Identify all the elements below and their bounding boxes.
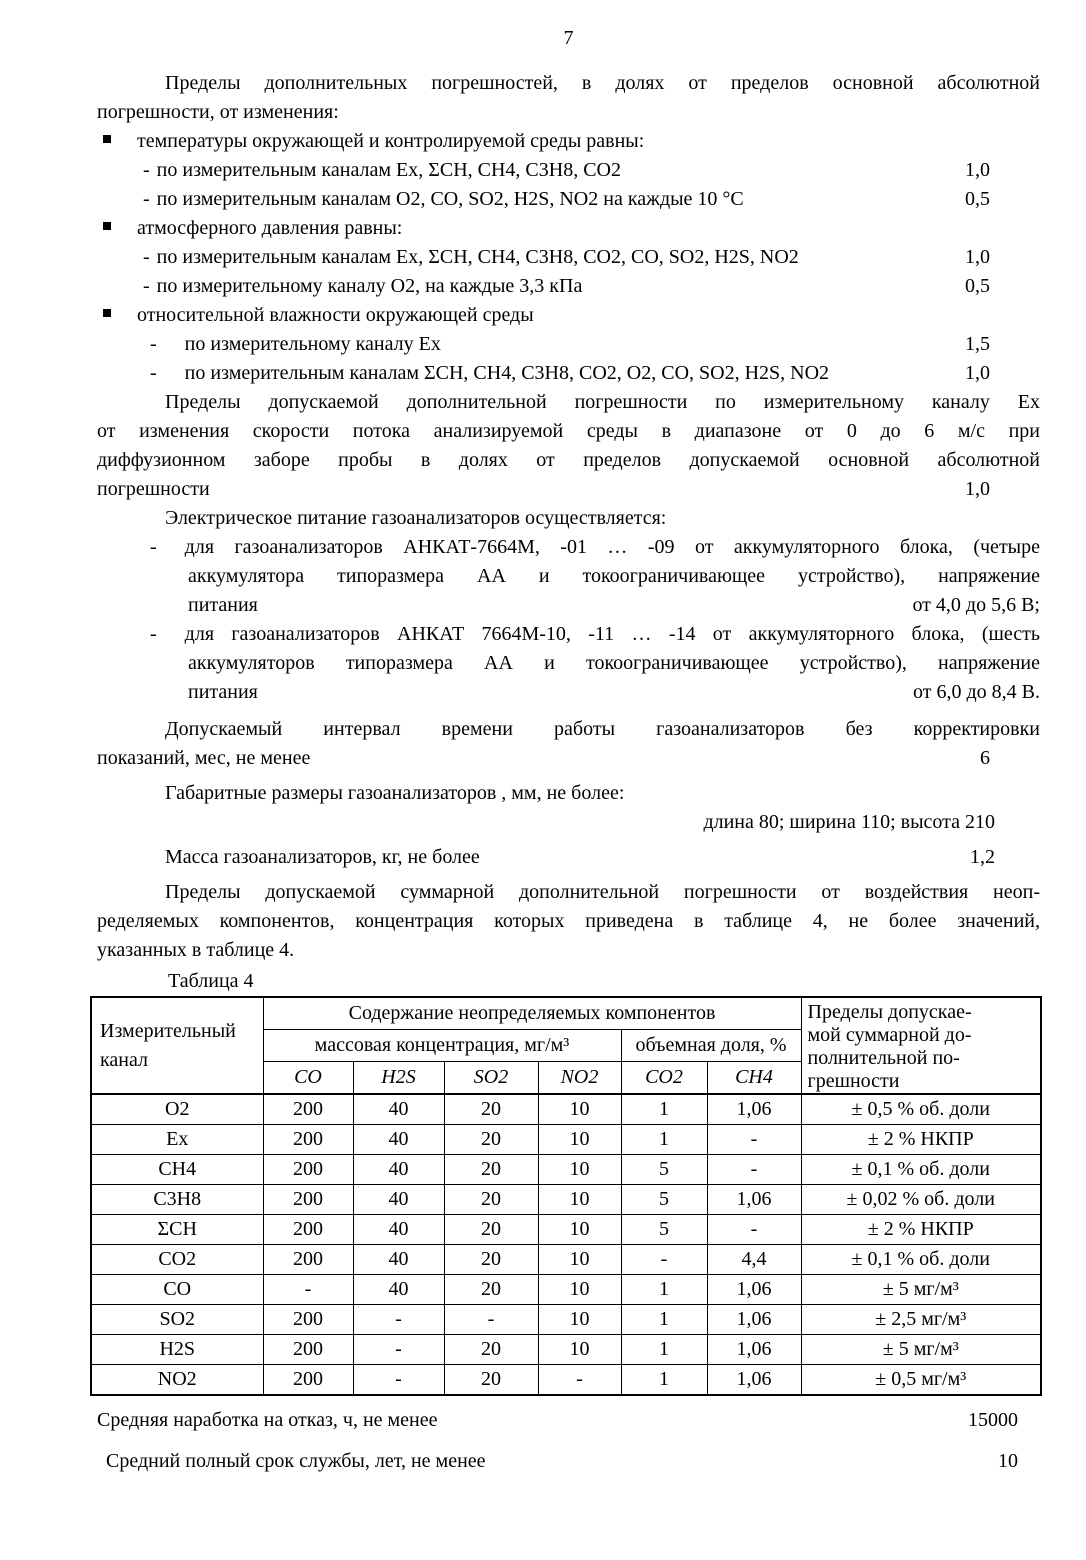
value-cell: 40 — [353, 1094, 444, 1125]
value-cell: 1 — [621, 1305, 707, 1335]
power-item-text: для газоанализаторов АНКАТ 7664М-10, -11 … -14 от аккумуляторного блока, (шесть — [184, 623, 1040, 645]
limit-cell: ± 2 % НКПР — [801, 1215, 1041, 1245]
channel-cell: H2S — [91, 1335, 263, 1365]
flow-para-line-1: Пределы допускаемой дополнительной погрешности по измерительному каналу Ex — [165, 391, 1040, 413]
value-cell: - — [353, 1365, 444, 1396]
square-bullet-icon — [103, 135, 111, 143]
channel-cell: CO — [91, 1275, 263, 1305]
spec-value: 1,0 — [965, 362, 990, 384]
value-cell: 40 — [353, 1155, 444, 1185]
limit-cell: ± 0,1 % об. доли — [801, 1155, 1041, 1185]
header-volume-group: объемная доля, % — [621, 1030, 801, 1062]
power-item-value: от 6,0 до 8,4 В. — [913, 681, 1040, 703]
value-cell: - — [353, 1305, 444, 1335]
value-cell: 40 — [353, 1245, 444, 1275]
value-cell: 1 — [621, 1125, 707, 1155]
value-cell: 4,4 — [707, 1245, 801, 1275]
intro-line-1: Пределы дополнительных погрешностей, в долях от пределов основной абсолютной — [165, 72, 1040, 94]
spec-value: 1,0 — [965, 246, 990, 268]
channel-cell: Ex — [91, 1125, 263, 1155]
flow-para-line-4 — [97, 475, 1040, 504]
value-cell: 200 — [263, 1094, 353, 1125]
table-intro-line-1: Пределы допускаемой суммарной дополнительной погрешности от воздействия неоп- — [165, 881, 1040, 903]
value-cell: 200 — [263, 1365, 353, 1396]
header-component: NO2 — [538, 1061, 621, 1094]
spec-value: 1,5 — [965, 333, 990, 355]
value-cell: 1,06 — [707, 1094, 801, 1125]
value-cell: 20 — [444, 1155, 538, 1185]
dash-marker: - — [143, 159, 150, 181]
value-cell: 200 — [263, 1215, 353, 1245]
channel-cell: CO2 — [91, 1245, 263, 1275]
header-component: SO2 — [444, 1061, 538, 1094]
channel-cell: NO2 — [91, 1365, 263, 1396]
value-cell: - — [353, 1335, 444, 1365]
value-cell: 5 — [621, 1155, 707, 1185]
mass-value: 1,2 — [970, 846, 995, 868]
header-mass-group: массовая концентрация, мг/м³ — [263, 1030, 621, 1062]
square-bullet-icon — [103, 309, 111, 317]
header-limits-line4: грешности — [807, 1070, 900, 1092]
bullet-humidity — [97, 301, 1040, 330]
intro-line-2: погрешности, от изменения: — [97, 101, 339, 123]
table-row — [91, 1155, 1041, 1185]
table-row — [91, 1365, 1041, 1396]
value-cell: 1 — [621, 1094, 707, 1125]
table-body — [91, 1094, 1041, 1395]
spec-value: 1,0 — [965, 159, 990, 181]
dash-marker: - — [150, 333, 157, 355]
lifetime-line — [97, 1447, 1040, 1476]
value-cell: - — [444, 1305, 538, 1335]
limit-cell: ± 5 мг/м³ — [801, 1335, 1041, 1365]
value-cell: 20 — [444, 1185, 538, 1215]
value-cell: 40 — [353, 1125, 444, 1155]
header-limits-line2: мой суммарной до- — [807, 1024, 972, 1046]
interval-line-2 — [97, 744, 1040, 773]
header-limits-line1: Пределы допускае- — [807, 1001, 972, 1023]
value-cell: - — [707, 1125, 801, 1155]
bullet-label: температуры окружающей и контролируемой среды равны: — [137, 130, 645, 152]
power-item-text: питания — [188, 681, 258, 703]
spec-line-press-1 — [97, 243, 1040, 272]
channel-cell: O2 — [91, 1094, 263, 1125]
flow-para-line-3: диффузионном заборе пробы в долях от пределов допускаемой основной абсолютной — [97, 449, 1040, 471]
table-row — [91, 1245, 1041, 1275]
value-cell: 1 — [621, 1335, 707, 1365]
limit-cell: ± 0,5 % об. доли — [801, 1094, 1041, 1125]
bullet-pressure — [97, 214, 1040, 243]
mtbf-value: 15000 — [968, 1409, 1018, 1431]
interval-text: показаний, мес, не менее — [97, 747, 311, 769]
table-row — [91, 1305, 1041, 1335]
dash-marker: - — [150, 623, 157, 645]
spec-line-temp-1 — [97, 156, 1040, 185]
value-cell: 1,06 — [707, 1275, 801, 1305]
table-row — [91, 1125, 1041, 1155]
interval-line-1: Допускаемый интервал времени работы газоанализаторов без корректировки — [165, 718, 1040, 740]
bullet-label: относительной влажности окружающей среды — [137, 304, 534, 326]
value-cell: - — [621, 1245, 707, 1275]
dash-marker: - — [143, 188, 150, 210]
spec-text: по измерительному каналу O2, на каждые 3,3 кПа — [156, 275, 583, 297]
lifetime-label: Средний полный срок службы, лет, не менее — [106, 1450, 486, 1472]
table-row — [91, 1094, 1041, 1125]
channel-cell: C3H8 — [91, 1185, 263, 1215]
table-intro-line-3: указанных в таблице 4. — [97, 939, 295, 961]
value-cell: 10 — [538, 1185, 621, 1215]
limit-cell: ± 2 % НКПР — [801, 1125, 1041, 1155]
header-component: H2S — [353, 1061, 444, 1094]
flow-para-text: погрешности — [97, 478, 210, 500]
limit-cell: ± 0,1 % об. доли — [801, 1245, 1041, 1275]
mtbf-label: Средняя наработка на отказ, ч, не менее — [97, 1409, 438, 1431]
spec-line-press-2 — [97, 272, 1040, 301]
value-cell: 1,06 — [707, 1305, 801, 1335]
value-cell: 200 — [263, 1305, 353, 1335]
value-cell: 10 — [538, 1335, 621, 1365]
header-component: CO2 — [621, 1061, 707, 1094]
value-cell: 10 — [538, 1305, 621, 1335]
table-4 — [90, 996, 1042, 1396]
header-content-group: Содержание неопределяемых компонентов — [263, 997, 801, 1030]
value-cell: 1,06 — [707, 1365, 801, 1396]
value-cell: 1,06 — [707, 1185, 801, 1215]
page-number: 7 — [563, 27, 574, 49]
value-cell: 20 — [444, 1215, 538, 1245]
value-cell: 5 — [621, 1185, 707, 1215]
table-header-row-1 — [91, 997, 1041, 1030]
power-item2-line3 — [97, 678, 1040, 707]
value-cell: 10 — [538, 1155, 621, 1185]
value-cell: 200 — [263, 1125, 353, 1155]
value-cell: 20 — [444, 1275, 538, 1305]
value-cell: 20 — [444, 1365, 538, 1396]
channel-cell: SO2 — [91, 1305, 263, 1335]
value-cell: 10 — [538, 1215, 621, 1245]
header-component: CO — [263, 1061, 353, 1094]
value-cell: 200 — [263, 1335, 353, 1365]
power-item2-line2: аккумуляторов типоразмера АА и токоограничивающее устройство), напряжение — [188, 652, 1040, 674]
value-cell: 10 — [538, 1094, 621, 1125]
dimensions-value: длина 80; ширина 110; высота 210 — [703, 811, 995, 833]
power-item1-line3 — [97, 591, 1040, 620]
value-cell: 40 — [353, 1215, 444, 1245]
mass-line — [97, 843, 1040, 872]
value-cell: 5 — [621, 1215, 707, 1245]
dash-marker: - — [143, 275, 150, 297]
value-cell: - — [263, 1275, 353, 1305]
value-cell: 1,06 — [707, 1335, 801, 1365]
spec-line-hum-2 — [97, 359, 1040, 388]
value-cell: 10 — [538, 1245, 621, 1275]
square-bullet-icon — [103, 222, 111, 230]
spec-text: по измерительным каналам Ex, ΣCH, CH4, C3H8, CO2, CO, SO2, H2S, NO2 — [156, 246, 799, 268]
header-component: CH4 — [707, 1061, 801, 1094]
spec-line-hum-1 — [97, 330, 1040, 359]
header-limits-line3: полнительной по- — [807, 1047, 960, 1069]
dimensions-label: Габаритные размеры газоанализаторов , мм, не более: — [165, 782, 625, 804]
lifetime-value: 10 — [998, 1450, 1018, 1472]
header-limits-cell — [801, 997, 1041, 1094]
limit-cell: ± 0,02 % об. доли — [801, 1185, 1041, 1215]
value-cell: 10 — [538, 1275, 621, 1305]
value-cell: 200 — [263, 1245, 353, 1275]
value-cell: 20 — [444, 1094, 538, 1125]
interval-value: 6 — [980, 747, 990, 769]
spec-text: по измерительным каналам ΣCH, CH4, C3H8, CO2, O2, CO, SO2, H2S, NO2 — [184, 362, 830, 384]
table-intro-line-2: ределяемых компонентов, концентрация которых приведена в таблице 4, не более значений, — [97, 910, 1040, 932]
mtbf-line — [97, 1406, 1040, 1435]
value-cell: - — [707, 1155, 801, 1185]
value-cell: 10 — [538, 1125, 621, 1155]
value-cell: 20 — [444, 1335, 538, 1365]
flow-para-line-2: от изменения скорости потока анализируемой среды в диапазоне от 0 до 6 м/с при — [97, 420, 1040, 442]
power-heading: Электрическое питание газоанализаторов осуществляется: — [165, 507, 667, 529]
channel-cell: CH4 — [91, 1155, 263, 1185]
channel-cell: ΣCH — [91, 1215, 263, 1245]
table-row — [91, 1215, 1041, 1245]
value-cell: 200 — [263, 1185, 353, 1215]
value-cell: - — [707, 1215, 801, 1245]
spec-line-temp-2 — [97, 185, 1040, 214]
value-cell: 40 — [353, 1185, 444, 1215]
flow-para-value: 1,0 — [965, 478, 990, 500]
limit-cell: ± 0,5 мг/м³ — [801, 1365, 1041, 1396]
value-cell: 1 — [621, 1365, 707, 1396]
value-cell: 200 — [263, 1155, 353, 1185]
value-cell: 1 — [621, 1275, 707, 1305]
spec-text: по измерительному каналу Ex — [184, 333, 441, 355]
bullet-label: атмосферного давления равны: — [137, 217, 403, 239]
power-item2-line1 — [97, 620, 1040, 649]
header-channel-line1: Измерительный — [100, 1019, 236, 1042]
spec-text: по измерительным каналам Ex, ΣCH, CH4, C3H8, CO2 — [156, 159, 621, 181]
value-cell: 40 — [353, 1275, 444, 1305]
power-item1-line1 — [97, 533, 1040, 562]
table-row — [91, 1275, 1041, 1305]
table-row — [91, 1185, 1041, 1215]
power-item-text: питания — [188, 594, 258, 616]
dash-marker: - — [143, 246, 150, 268]
value-cell: - — [538, 1365, 621, 1396]
header-channel-cell — [91, 997, 263, 1094]
limit-cell: ± 5 мг/м³ — [801, 1275, 1041, 1305]
bullet-temperature — [97, 127, 1040, 156]
spec-value: 0,5 — [965, 275, 990, 297]
spec-value: 0,5 — [965, 188, 990, 210]
spec-text: по измерительным каналам O2, CO, SO2, H2S, NO2 на каждые 10 °C — [156, 188, 744, 210]
dash-marker: - — [150, 536, 157, 558]
table-caption: Таблица 4 — [168, 970, 254, 992]
mass-label: Масса газоанализаторов, кг, не более — [165, 846, 480, 868]
dash-marker: - — [150, 362, 157, 384]
power-item1-line2: аккумулятора типоразмера АА и токоограничивающее устройство), напряжение — [188, 565, 1040, 587]
value-cell: 20 — [444, 1125, 538, 1155]
table-row — [91, 1335, 1041, 1365]
power-item-text: для газоанализаторов АНКАТ-7664М, -01 … -09 от аккумуляторного блока, (четыре — [184, 536, 1040, 558]
header-channel-line2: канал — [100, 1048, 149, 1071]
limit-cell: ± 2,5 мг/м³ — [801, 1305, 1041, 1335]
value-cell: 20 — [444, 1245, 538, 1275]
power-item-value: от 4,0 до 5,6 В; — [912, 594, 1040, 616]
